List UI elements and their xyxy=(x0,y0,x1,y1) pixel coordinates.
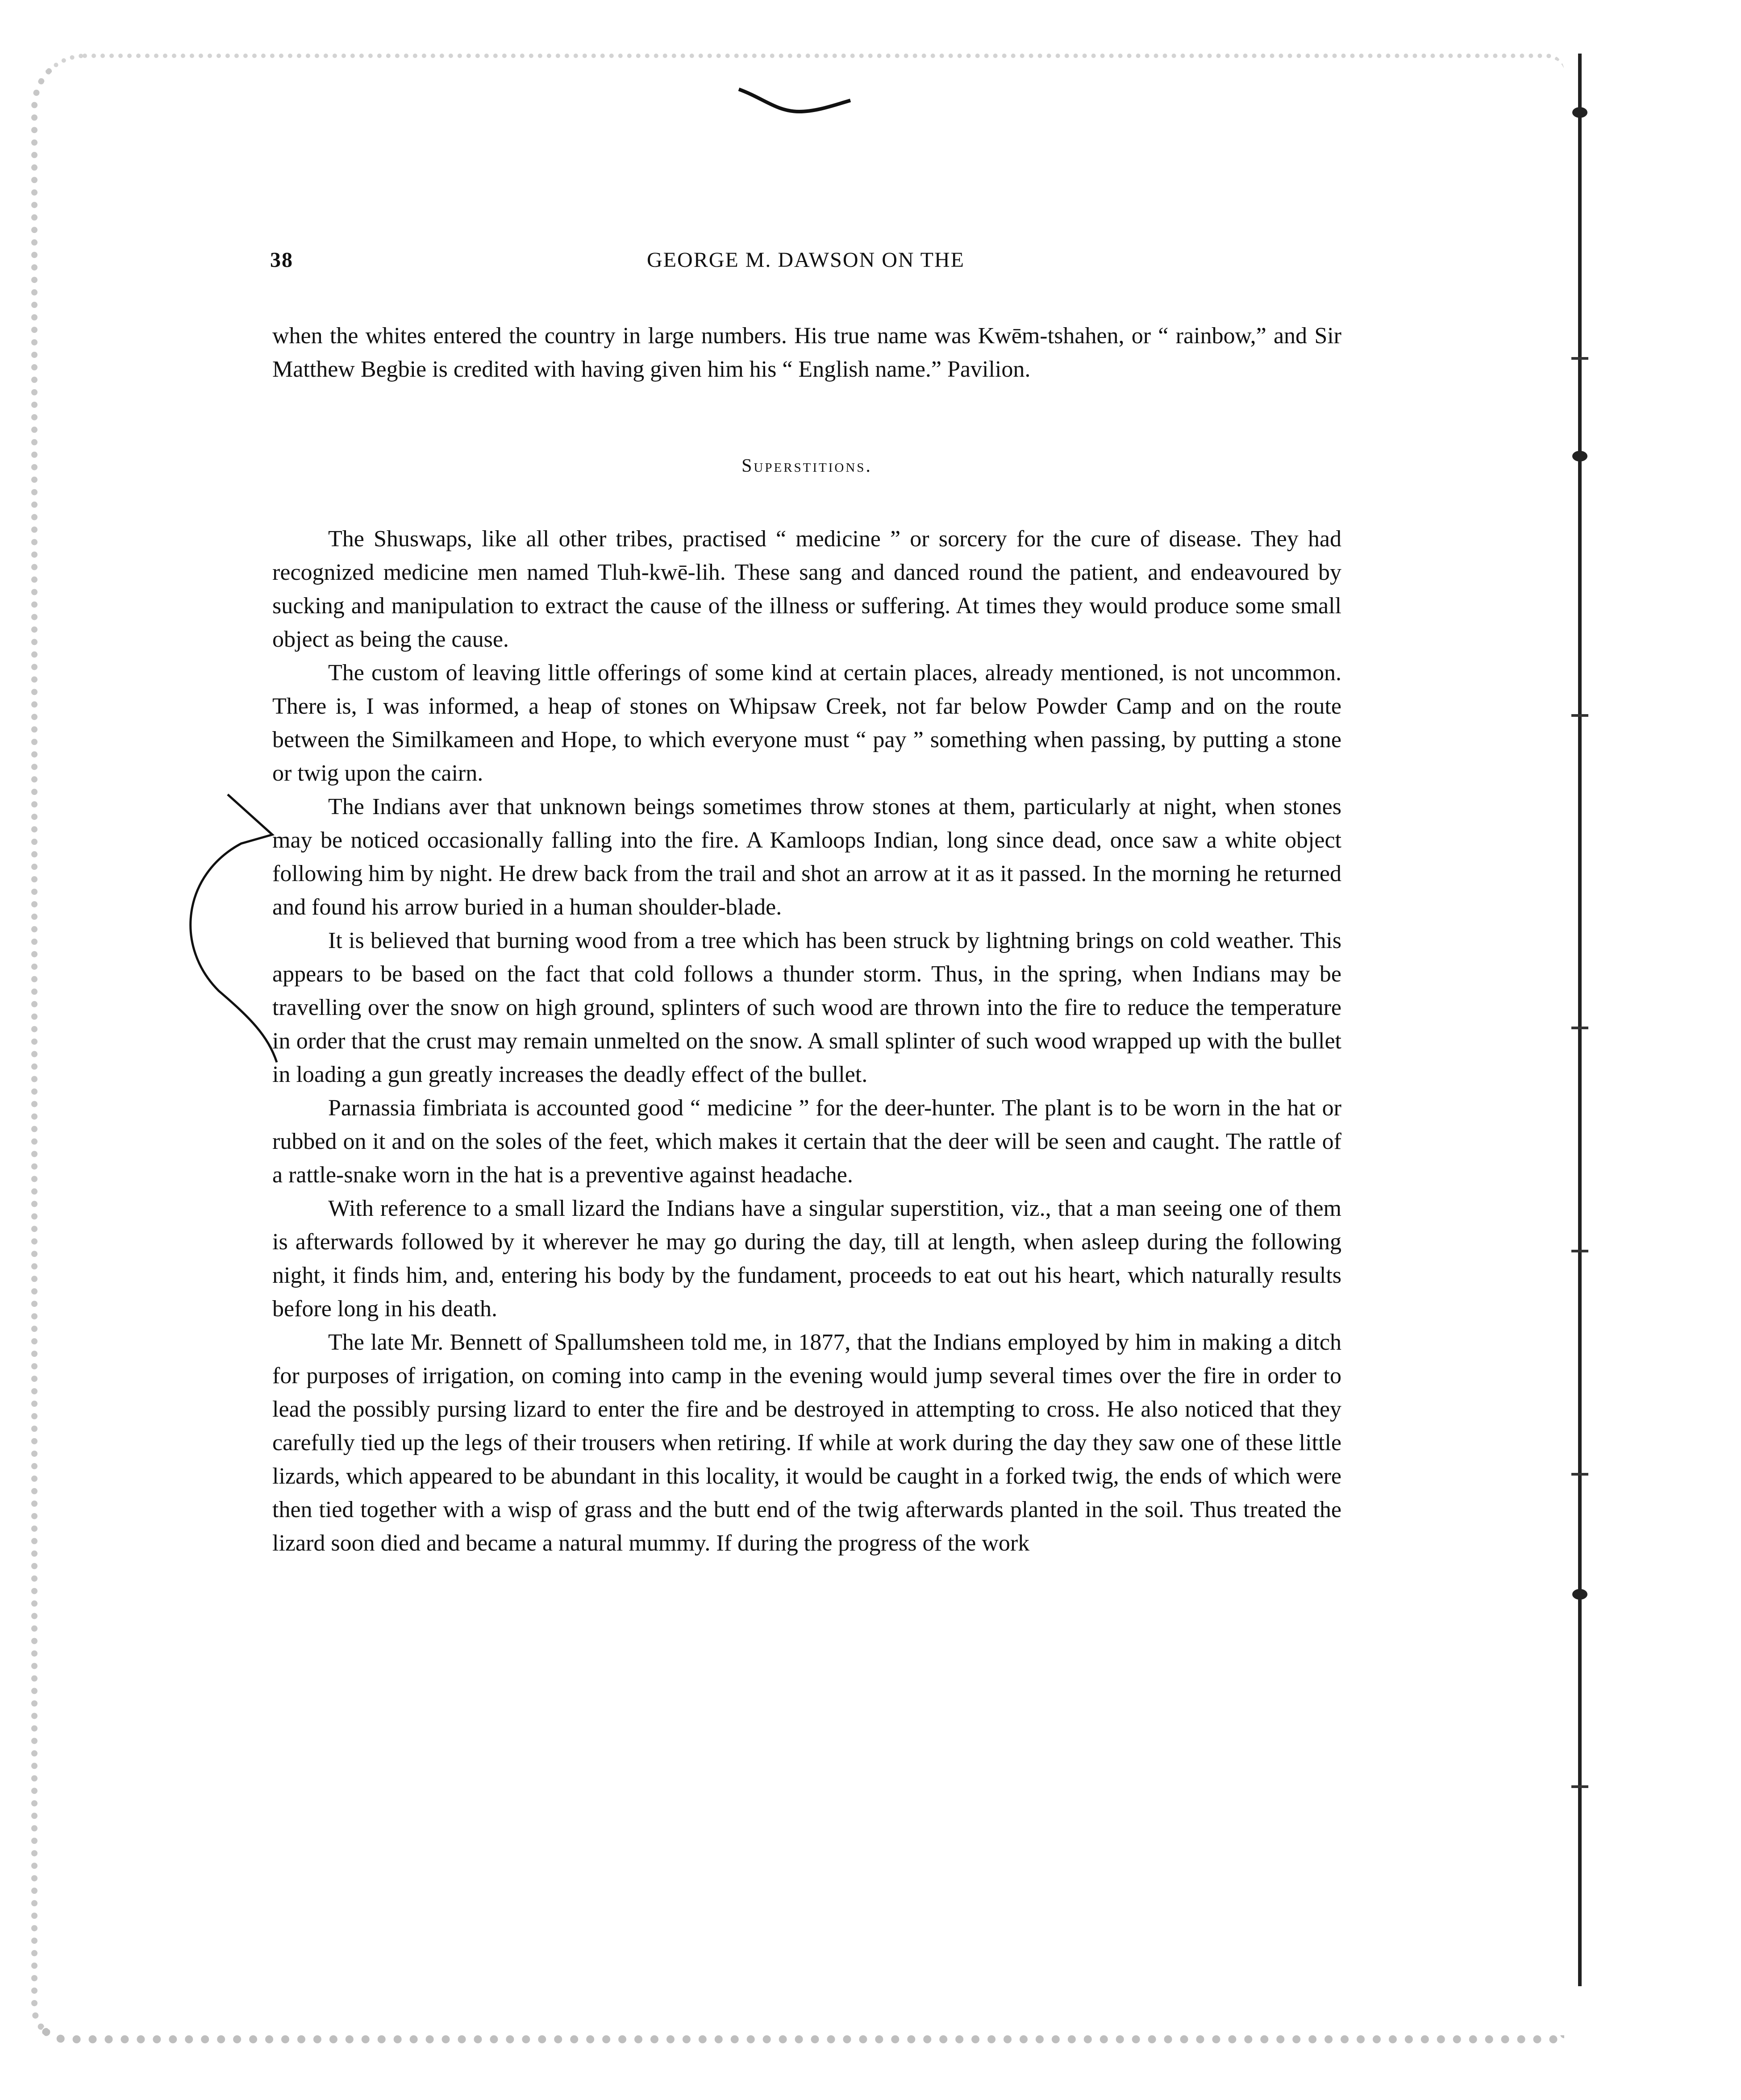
binding-tick xyxy=(1571,1250,1588,1252)
binding-mark xyxy=(1572,451,1587,462)
pen-squiggle-mark xyxy=(737,80,853,125)
paragraph: It is believed that burning wood from a tree which has been struck by lightning brings on cold weather. This appears to be based on the fact that cold follows a thunder storm. Thus, in the spring, when Indians may be travelling over the snow on high ground, splinters of such wood are thrown into the fire to reduce the temperature in order that the crust may remain unmelted on the snow. A small splinter of such wood wrapped up with the bullet in loading a gun greatly increases the deadly effect of the bullet. xyxy=(272,928,1341,1087)
binding-mark xyxy=(1572,107,1587,118)
paragraph: Parnassia fimbriata is accounted good “ medicine ” for the deer-hunter. The plant is to be worn in the hat or rubbed on it and on the soles of the feet, which makes it certain that the deer will be seen and caught. The rattle of a rattle-snake worn in the hat is a preventive against headache. xyxy=(272,1095,1341,1188)
paragraph: when the whites entered the country in large numbers. His true name was Kwēm-tshahen, or “ rainbow,” and Sir Matthew Begbie is credited with having given him his “ English name.” Pavilion. xyxy=(272,323,1341,382)
intro-text xyxy=(272,319,1341,386)
paragraph: The Shuswaps, like all other tribes, practised “ medicine ” or sorcery for the cure of disease. They had recognized medicine men named Tluh-kwē-lih. These sang and danced round the patient, and endeavoured by sucking and manipulation to extract the cause of the illness or suffering. At times they would produce some small object as being the cause. xyxy=(272,526,1341,652)
binding-tick xyxy=(1571,1785,1588,1788)
binding-mark xyxy=(1572,1589,1587,1600)
binding-tick xyxy=(1571,357,1588,360)
section-body xyxy=(272,522,1341,1560)
page-header xyxy=(270,248,1341,279)
paragraph: The Indians aver that unknown beings sometimes throw stones at them, particularly at night, when stones may be noticed occasionally falling into the fire. A Kamloops Indian, long since dead, once saw a white object following him by night. He drew back from the trail and shot an arrow at it as it passed. In the morning he returned and found his arrow buried in a human shoulder-blade. xyxy=(272,794,1341,920)
binding-tick xyxy=(1571,1473,1588,1476)
running-head: GEORGE M. DAWSON ON THE xyxy=(647,248,965,272)
section-heading: Superstitions. xyxy=(741,456,872,476)
paragraph: The custom of leaving little offerings of some kind at certain places, already mentioned, is not uncommon. There is, I was informed, a heap of stones on Whipsaw Creek, not far below Powder Camp and on the route between the Similkameen and Hope, to which everyone must “ pay ” something when passing, by putting a stone or twig upon the cairn. xyxy=(272,660,1341,786)
paragraph: With reference to a small lizard the Indians have a singular superstition, viz., that a man seeing one of them is afterwards followed by it wherever he may go during the day, till at length, when asleep during the following night, it finds him, and, entering his body by the fundament, proceeds to eat out his heart, which naturally results before long in his death. xyxy=(272,1196,1341,1322)
binding-tick xyxy=(1571,714,1588,717)
paragraph: The late Mr. Bennett of Spallumsheen told me, in 1877, that the Indians employed by him in making a ditch for purposes of irrigation, on coming into camp in the evening would jump several times over the fire in order to lead the possibly pursing lizard to enter the fire and be destroyed in attempting to cross. He also noticed that they carefully tied up the legs of their trousers when retiring. If while at work during the day they saw one of these little lizards, which appeared to be abundant in this locality, it would be caught in a forked twig, the ends of which were then tied together with a wisp of grass and the butt end of the twig afterwards planted in the soil. Thus treated the lizard soon died and became a natural mummy. If during the progress of the work xyxy=(272,1330,1341,1556)
binding-edge-line xyxy=(1578,54,1582,1986)
binding-tick xyxy=(1571,1027,1588,1029)
page-number: 38 xyxy=(270,248,293,272)
